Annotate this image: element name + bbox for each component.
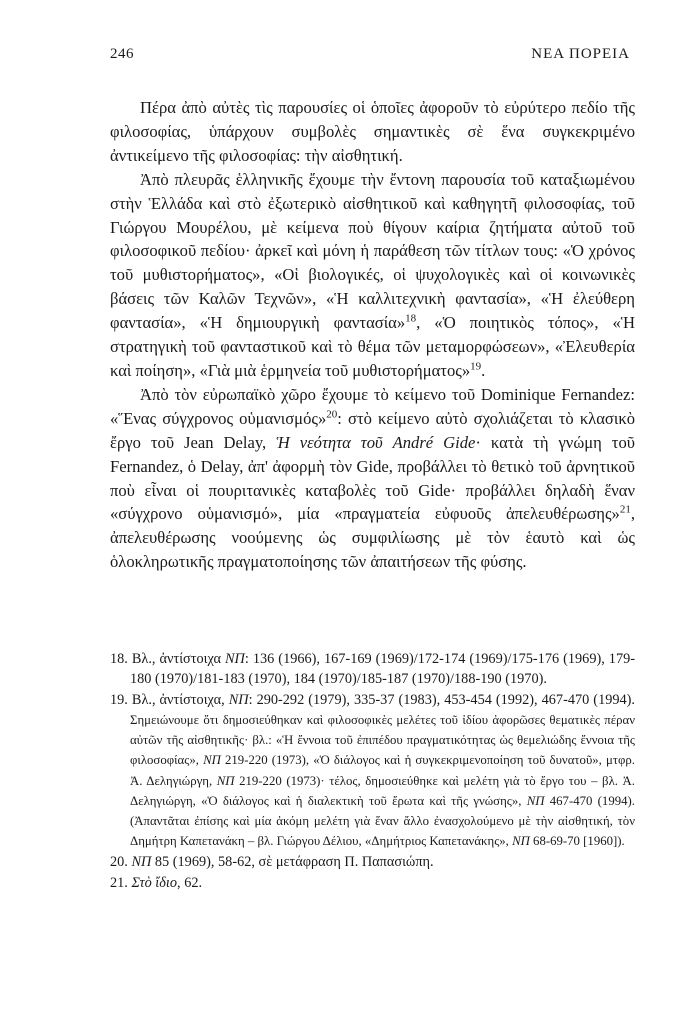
paragraph-text: , «Ὁ ποιητικὸς τόπος», «Ἡ στρατηγικὴ τοῦ φανταστικοῦ καὶ τὸ θέμα τῶν μεταμορφώσεων», «Ἐλευθερία καὶ ποίηση», «Γιὰ μιὰ ἑρμηνεία τοῦ μυθιστορήματος» [110, 313, 635, 380]
footnote-small-text: Σημειώνουμε ὅτι δημοσιεύθηκαν καὶ φιλοσοφικὲς μελέτες τοῦ ἰδίου ἀφορῶσες θεματικὲς πέραν αὐτῶν τῆς αἰσθητικῆς· βλ.: «Ἡ ἔννοια τοῦ ἐπιπέδου πραγματικότητας ὡς θεμελιώδης ἔννοια τῆς φιλοσοφίας», [130, 713, 635, 768]
footnote-number: 21. [110, 875, 128, 892]
paragraph-text: Ἀπὸ τὸν εὐρωπαϊκὸ χῶρο ἔχουμε τὸ κείμενο τοῦ Dominique Fernandez: «Ἕνας σύγχρονος οὑμανισμός» [110, 384, 635, 428]
paragraph-aesthetics-intro [110, 96, 635, 168]
journal-abbreviation: ΝΠ [216, 773, 235, 788]
journal-abbreviation: ΝΠ [526, 793, 545, 808]
body-text [110, 96, 635, 574]
footnotes [110, 649, 635, 894]
page-number: 246 [110, 46, 134, 62]
paragraph-fernandez [110, 383, 635, 574]
footnote-text: 85 (1969), 58-62, σὲ μετάφραση Π. Παπασιώπη. [151, 853, 434, 870]
book-title-italic: Ἡ νεότητα τοῦ André Gide [276, 432, 476, 452]
footnote-ref-21: 21 [619, 503, 631, 516]
paragraph-text: Ἀπὸ πλευρᾶς ἑλληνικῆς ἔχουμε τὴν ἔντονη παρουσία τοῦ καταξιωμένου στὴν Ἑλλάδα καὶ στὸ ἐξωτερικὸ αἰσθητικοῦ καὶ καθηγητῆ φιλοσοφίας, τοῦ Γιώργου Μουρέλου, μὲ κείμενα ποὺ θίγουν καίρια ζητήματα αὐτοῦ τοῦ φιλοσοφικοῦ πεδίου· ἀρκεῖ καὶ μόνη ἡ παράθεση τῶν τίτλων τους: «Ὁ χρόνος τοῦ μυθιστορήματος», «Οἱ βιολογικές, οἱ ψυχολογικὲς καὶ οἱ κοινωνικὲς βάσεις τῶν Καλῶν Τεχνῶν», «Ἡ καλλιτεχνικὴ φαντασία», «Ἡ ἐλεύθερη φαντασία», «Ἡ δημιουργικὴ φαντασία» [110, 169, 635, 333]
footnote-20 [110, 852, 635, 872]
footnote-number: 20. [110, 853, 128, 870]
journal-title: ΝΕΑ ΠΟΡΕΙΑ [531, 46, 630, 62]
footnote-text: : 136 (1966), 167-169 (1969)/172-174 (1969)/175-176 (1969), 179-180 (1970)/181-183 (1970), 184 (1970)/185-187 (1970)/188-190 (1970). [130, 651, 636, 688]
journal-abbreviation: ΝΠ [225, 651, 245, 667]
footnote-ref-20: 20 [326, 408, 338, 421]
footnote-small-text: 68-69-70 [1960]). [529, 833, 625, 848]
paragraph-mourelos [110, 168, 635, 383]
footnote-text: , 62. [177, 875, 203, 892]
footnote-number: 18. [110, 651, 128, 667]
footnote-small-text: 467-470 (1994). (Ἀπαντᾶται ἐπίσης καὶ μία ἀκόμη μελέτη γιὰ ἕναν ἄλλο ἐνασχολούμενο μὲ τὴν αἰσθητική, τὸν Δημήτρη Καπετανάκη – βλ. Γιώργου Δέλιου, «Δημήτριος Καπετανάκης», [130, 793, 635, 848]
journal-abbreviation: ΝΠ [228, 692, 249, 709]
footnote-small-text: 219-220 (1973), «Ὁ διάλογος καὶ ἡ συγκεκριμενοποίηση τοῦ δυνατοῦ», μτφρ. Ἀ. Δεληγιώργη, [130, 753, 635, 788]
journal-abbreviation: ΝΠ [512, 833, 530, 848]
paragraph-text: , ἀπελευθέρωσης νοούμενης ὡς συμφιλίωσης μὲ τὸν ἑαυτὸ καὶ ὡς ὁλοκληρωτικῆς πραγματοποίησης τῶν ἀπαιτήσεων τῆς φύσης. [110, 504, 635, 572]
footnote-19 [110, 690, 635, 851]
paragraph-text: Πέρα ἀπὸ αὐτὲς τὶς παρουσίες οἱ ὁποῖες ἀφοροῦν τὸ εὐρύτερο πεδίο τῆς φιλοσοφίας, ὑπάρχουν συμβολὲς σημαντικὲς σὲ ἕνα συγκεκριμένο ἀντικείμενο τῆς φιλοσοφίας: τὴν αἰσθητική. [110, 98, 635, 165]
ibid-italic: Στὸ ἴδιο [131, 875, 178, 892]
running-head [110, 46, 630, 66]
footnote-text: Βλ., ἀντίστοιχα [131, 651, 226, 667]
footnote-number: 19. [110, 692, 128, 709]
footnote-small-text: 219-220 (1973)· τέλος, δημοσιεύθηκε καὶ μελέτη γιὰ τὸ ἔργο του – βλ. Ἀ. Δεληγιώργη, «Ὁ διάλογος καὶ ἡ διαλεκτικὴ τοῦ ἔρωτα καὶ τῆς γνώσης», [130, 773, 635, 808]
footnote-18 [110, 649, 635, 689]
footnote-text: : 290-292 (1979), 335-37 (1983), 453-454 (1992), 467-470 (1994). [248, 692, 635, 709]
footnote-21 [110, 873, 635, 893]
paragraph-text: : στὸ κείμενο αὐτὸ σχολιάζεται τὸ κλασικὸ ἔργο τοῦ Jean Delay, [110, 408, 635, 452]
footnote-text: Βλ., ἀντίστοιχα, [131, 692, 229, 709]
footnote-ref-18: 18 [405, 312, 417, 325]
journal-abbreviation: ΝΠ [203, 753, 221, 768]
journal-abbreviation: ΝΠ [131, 853, 152, 870]
paragraph-text: · κατὰ τὴ γνώμη τοῦ Fernandez, ὁ Delay, ἀπ' ἀφορμὴ τὸν Gide, προβάλλει τὸ θετικὸ τοῦ ἀρνητικοῦ ποὺ εἶναι οἱ πουριτανικὲς καταβολὲς τοῦ Gide· προβάλλει δηλαδὴ ἕναν «σύγχρονο οὑμανισμό», μία «πραγματεία εὐφυοῦς ἀπελευθέρωσης» [110, 432, 635, 524]
paragraph-text: . [481, 360, 486, 380]
footnote-ref-19: 19 [470, 360, 482, 373]
